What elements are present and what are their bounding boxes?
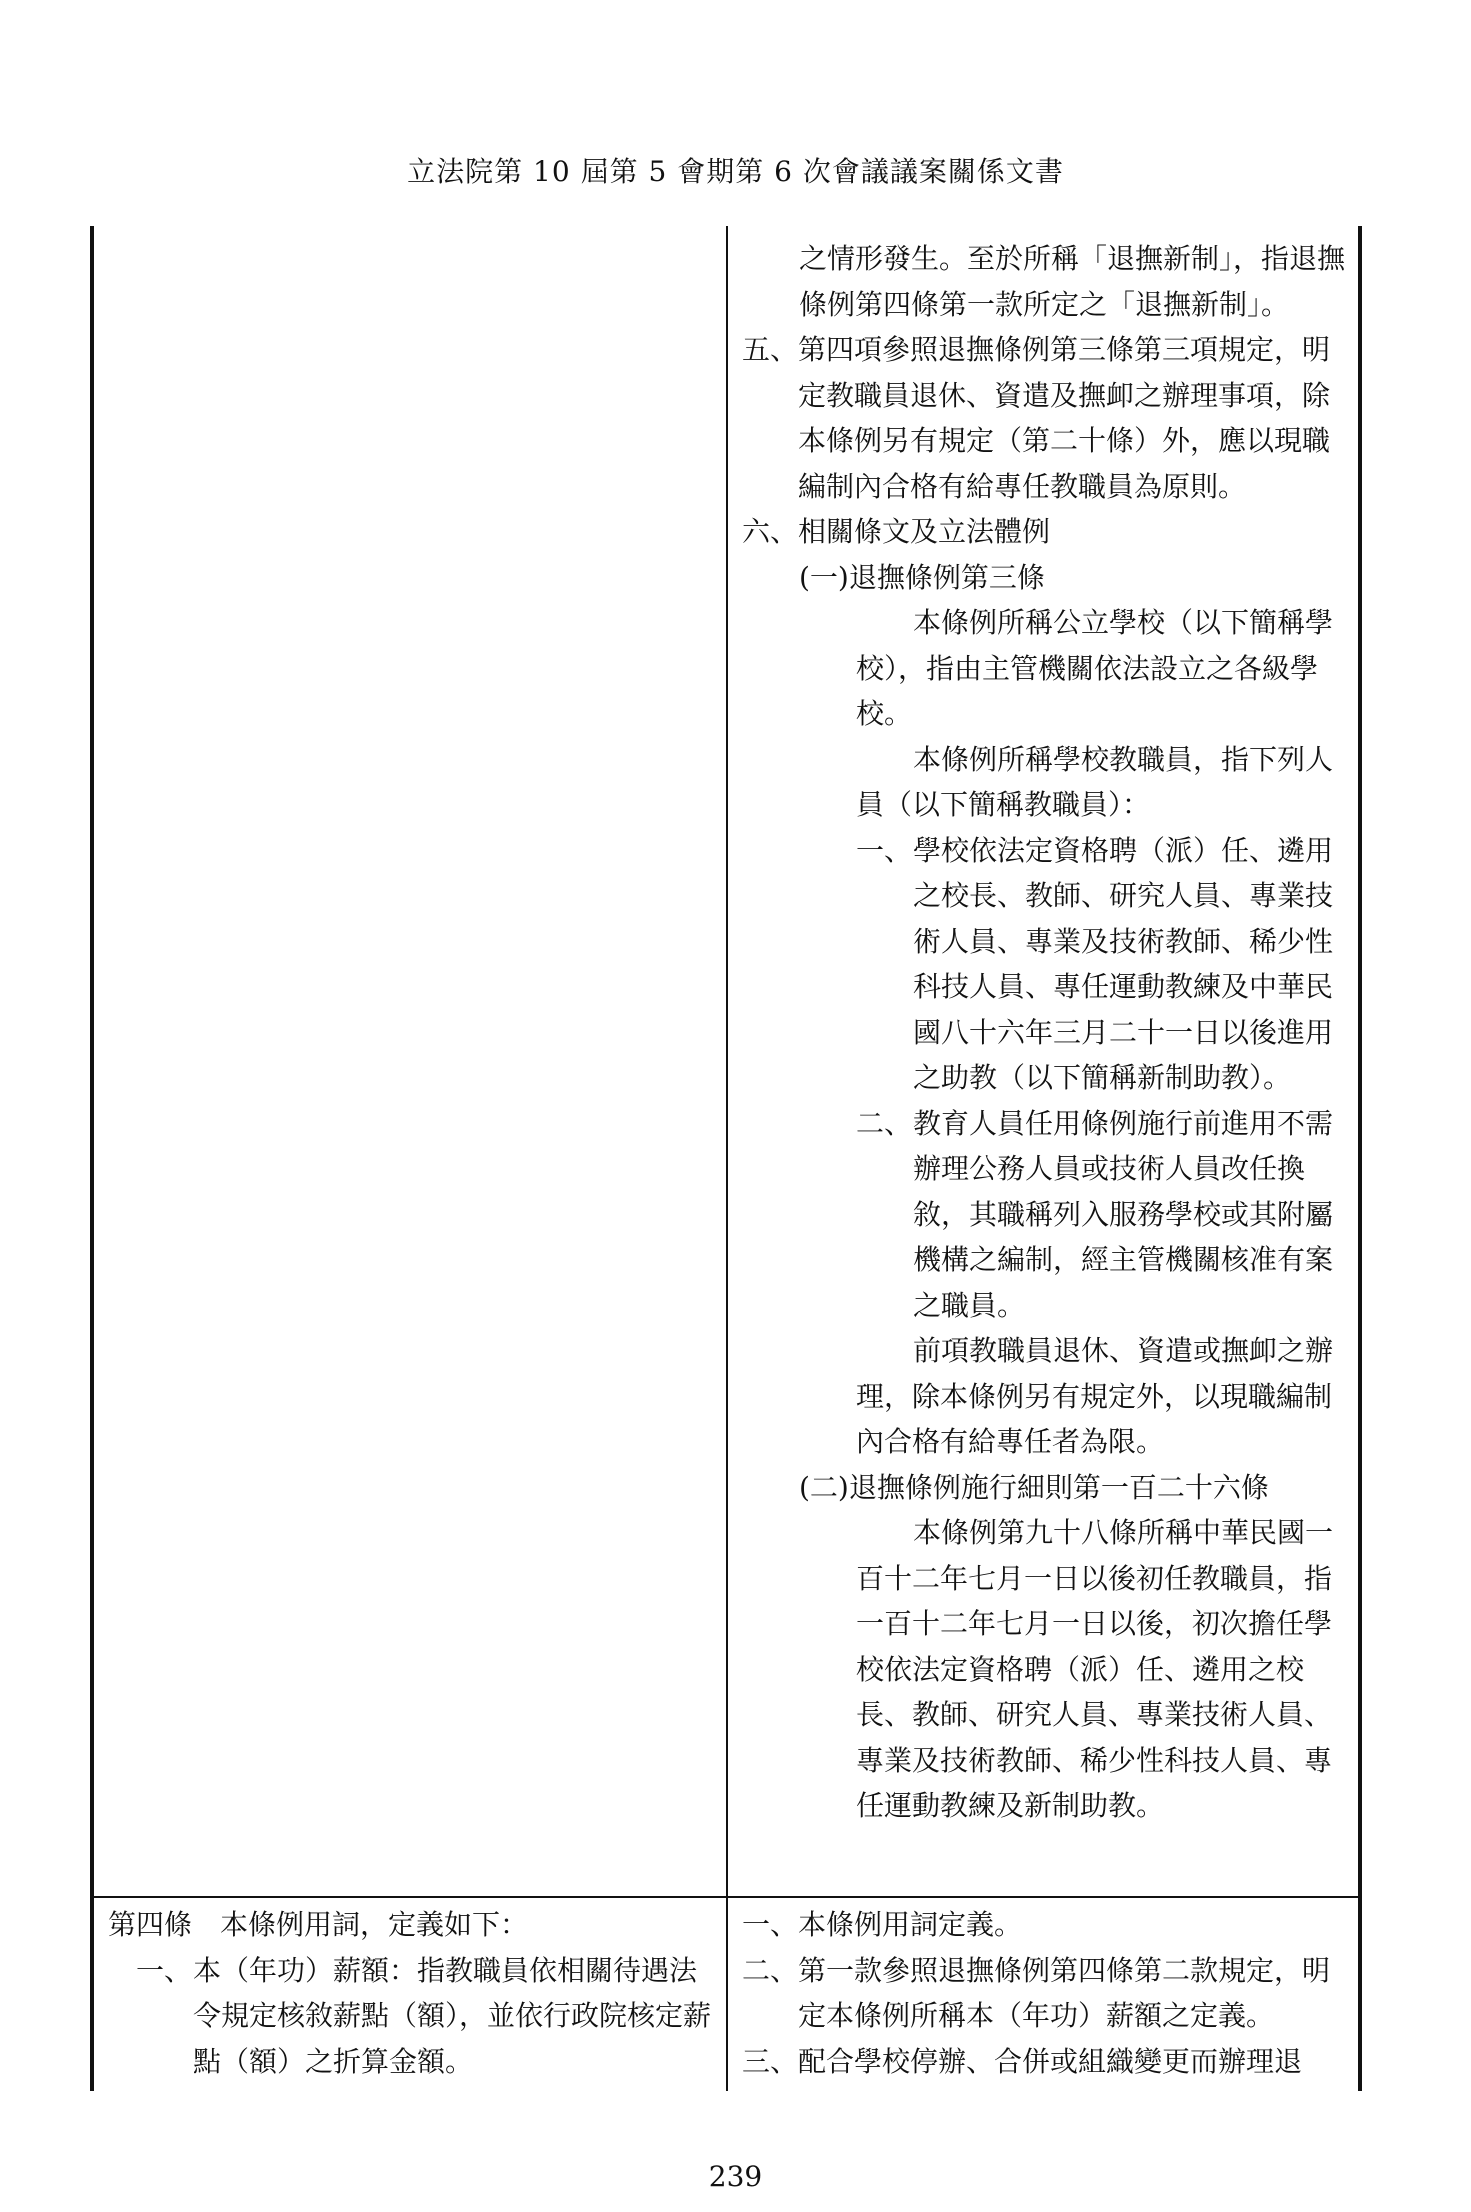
item-number: 一、	[136, 1953, 193, 1987]
item-number: 一、	[856, 833, 913, 867]
item-text: 教育人員任用條例施行前進用不需辦理公務人員或技術人員改任換敘，其職稱列入服務學校或其附屬機構之編制，經主管機關核准有案之職員。	[913, 1106, 1334, 1322]
item-text: 相關條文及立法體例	[798, 515, 1051, 548]
list-item-2	[742, 1948, 1347, 2039]
table-column-divider	[726, 226, 728, 2091]
sub-section-title-2: (二)退撫條例施行細則第一百二十六條	[799, 1470, 1269, 1504]
item-text: 配合學校停辦、合併或組織變更而辦理退	[798, 2044, 1303, 2078]
table-right-border	[1358, 226, 1362, 2091]
item-number: 二、	[742, 1953, 799, 1987]
quoted-paragraph: 本條例第九十八條所稱中華民國一百十二年七月一日以後初任教職員，指一百十二年七月一日以後，初次擔任學校依法定資格聘（派）任、遴用之校長、教師、研究人員、專業技術人員、專業及技術教師、稀少性科技人員、專任運動教練及新制助教。	[856, 1516, 1334, 1822]
item-number: 六、	[742, 515, 799, 548]
quoted-paragraph: 前項教職員退休、資遣或撫卹之辦理，除本條例另有規定外，以現職編制內合格有給專任者為限。	[856, 1334, 1334, 1458]
article-column	[108, 1902, 713, 2084]
quoted-paragraph: 本條例所稱學校教職員，指下列人員（以下簡稱教職員）：	[856, 742, 1334, 821]
quoted-list	[742, 828, 1347, 1329]
item-text: 第一款參照退撫條例第四條第二款規定，明定本條例所稱本（年功）薪額之定義。	[798, 1953, 1331, 2032]
article-title: 第四條 本條例用詞，定義如下：	[108, 1908, 529, 1941]
table-left-border	[90, 226, 94, 2091]
list-item-6	[742, 509, 1347, 555]
item-number: 二、	[856, 1106, 913, 1140]
list-item-1	[742, 1902, 1347, 1948]
explanation-column-top	[742, 236, 1347, 1829]
explanation-column-bottom	[742, 1902, 1347, 2084]
list-item-3	[742, 2039, 1347, 2085]
item-number: 五、	[742, 333, 799, 366]
list-item-5	[742, 327, 1347, 509]
item-text: 本（年功）薪額：指教職員依相關待遇法令規定核敘薪點（額），並依行政院核定薪點（額）之折算金額。	[193, 1953, 712, 2078]
page-number: 239	[708, 2160, 763, 2193]
quoted-paragraph: 本條例所稱公立學校（以下簡稱學校），指由主管機關依法設立之各級學校。	[856, 606, 1334, 730]
sub-section-title-1: (一)退撫條例第三條	[799, 560, 1045, 594]
article-item-1	[108, 1948, 713, 2085]
item-text: 本條例用詞定義。	[798, 1908, 1023, 1941]
quoted-list-item-2	[856, 1101, 1347, 1329]
table-row-divider	[90, 1896, 1362, 1898]
item-text: 學校依法定資格聘（派）任、遴用之校長、教師、研究人員、專業技術人員、專業及技術教師、稀少性科技人員、專任運動教練及中華民國八十六年三月二十一日以後進用之助教（以下簡稱新制助教）。	[913, 833, 1334, 1094]
continued-text: 之情形發生。至於所稱「退撫新制」，指退撫條例第四條第一款所定之「退撫新制」。	[799, 242, 1346, 321]
quoted-list-item-1	[856, 828, 1347, 1101]
item-text: 第四項參照退撫條例第三條第三項規定，明定教職員退休、資遣及撫卹之辦理事項，除本條例另有規定（第二十條）外，應以現職編制內合格有給專任教職員為原則。	[798, 333, 1331, 503]
item-number: 三、	[742, 2044, 799, 2078]
page-header: 立法院第 10 屆第 5 會期第 6 次會議議案關係文書	[407, 155, 1064, 188]
item-number: 一、	[742, 1908, 799, 1941]
